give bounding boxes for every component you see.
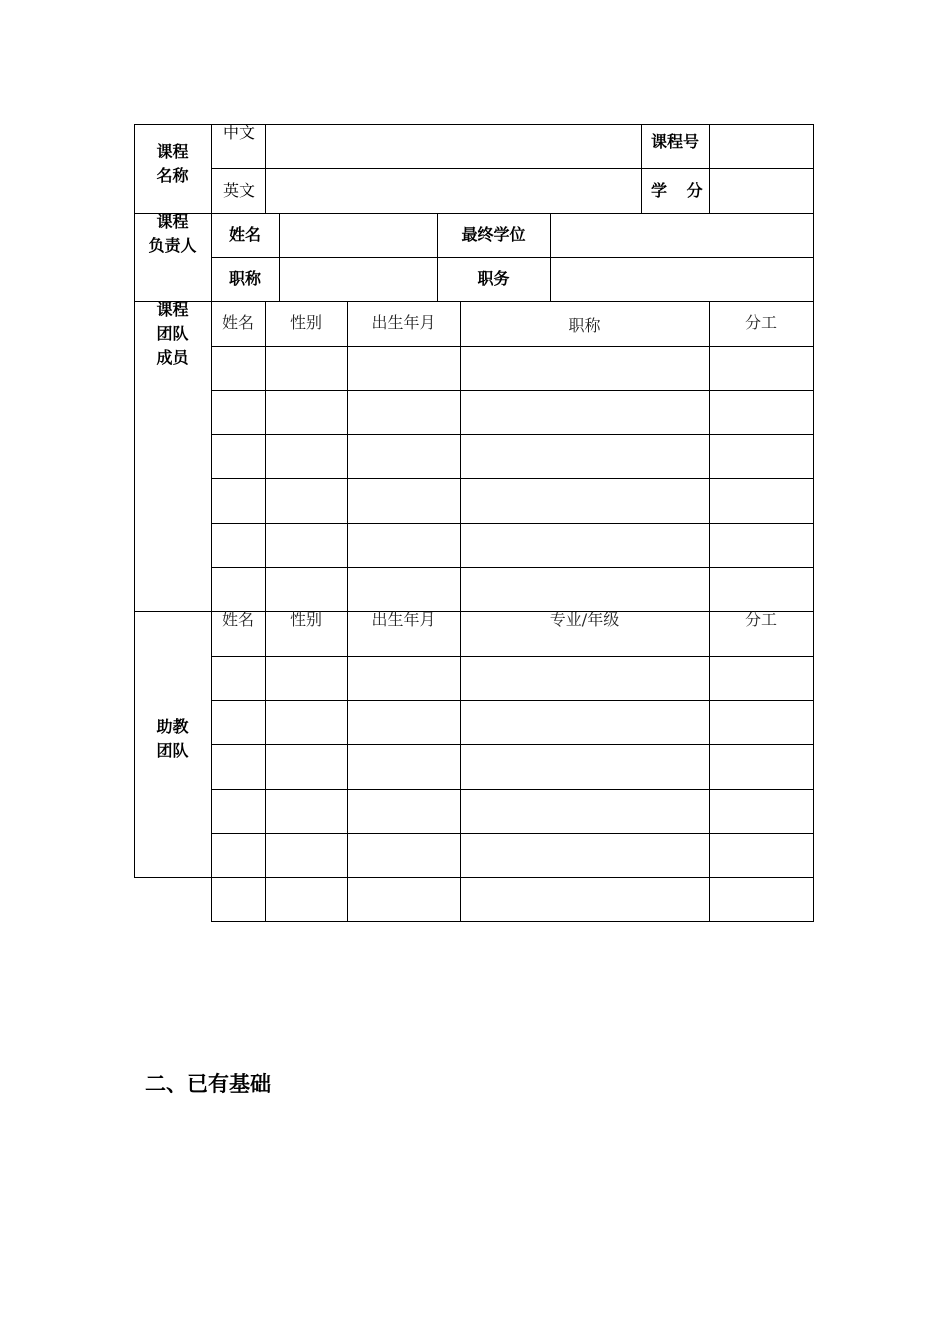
row-line <box>134 301 814 302</box>
col-header-major-grade: 专业/年级 <box>549 610 620 629</box>
col-header-birth: 出生年月 <box>371 610 436 629</box>
col-header-role: 分工 <box>744 313 777 332</box>
leader-title-label: 职称 <box>228 269 261 288</box>
label-line: 团队 <box>156 741 189 760</box>
assistant-team-label <box>134 715 211 763</box>
label-line: 名称 <box>156 166 189 185</box>
course-number-label: 课程号 <box>651 132 700 151</box>
row-line <box>211 346 814 347</box>
row-line <box>134 877 814 878</box>
label-line: 成员 <box>156 348 189 367</box>
col-line <box>279 213 280 301</box>
row-line <box>211 390 814 391</box>
row-line <box>211 257 814 258</box>
course-name-label <box>134 140 211 188</box>
row-line <box>211 523 814 524</box>
col-header-birth: 出生年月 <box>371 313 436 332</box>
row-line <box>211 833 814 834</box>
col-header-gender: 性别 <box>289 313 322 332</box>
leader-name-label: 姓名 <box>228 225 261 244</box>
row-line <box>134 213 814 214</box>
col-header-role: 分工 <box>744 610 777 629</box>
label-line: 负责人 <box>148 236 197 255</box>
col-line <box>641 124 642 213</box>
label-line: 课程 <box>156 212 189 231</box>
label-line: 助教 <box>156 717 189 736</box>
col-header-name: 姓名 <box>222 313 255 332</box>
section-heading: 二、已有基础 <box>145 1071 271 1096</box>
row-line <box>211 434 814 435</box>
row-line <box>211 921 814 922</box>
row-line <box>211 478 814 479</box>
course-leader-label <box>134 210 211 258</box>
row-line <box>211 700 814 701</box>
row-line <box>211 789 814 790</box>
col-header-title: 职称 <box>568 316 601 335</box>
col-header-gender: 性别 <box>289 610 322 629</box>
label-line: 课程 <box>156 142 189 161</box>
chinese-label: 中文 <box>223 123 256 142</box>
credit-label: 学 分 <box>651 181 703 200</box>
row-line <box>211 168 814 169</box>
label-line: 课程 <box>156 300 189 319</box>
row-line <box>211 744 814 745</box>
label-line: 团队 <box>156 324 189 343</box>
col-header-name: 姓名 <box>222 610 255 629</box>
team-members-label <box>134 298 211 370</box>
english-label: 英文 <box>223 181 256 200</box>
col-line <box>265 124 266 213</box>
col-line <box>550 213 551 301</box>
row-line <box>211 567 814 568</box>
row-line <box>211 656 814 657</box>
final-degree-label: 最终学位 <box>461 225 526 244</box>
leader-position-label: 职务 <box>477 269 510 288</box>
col-line <box>709 124 710 213</box>
